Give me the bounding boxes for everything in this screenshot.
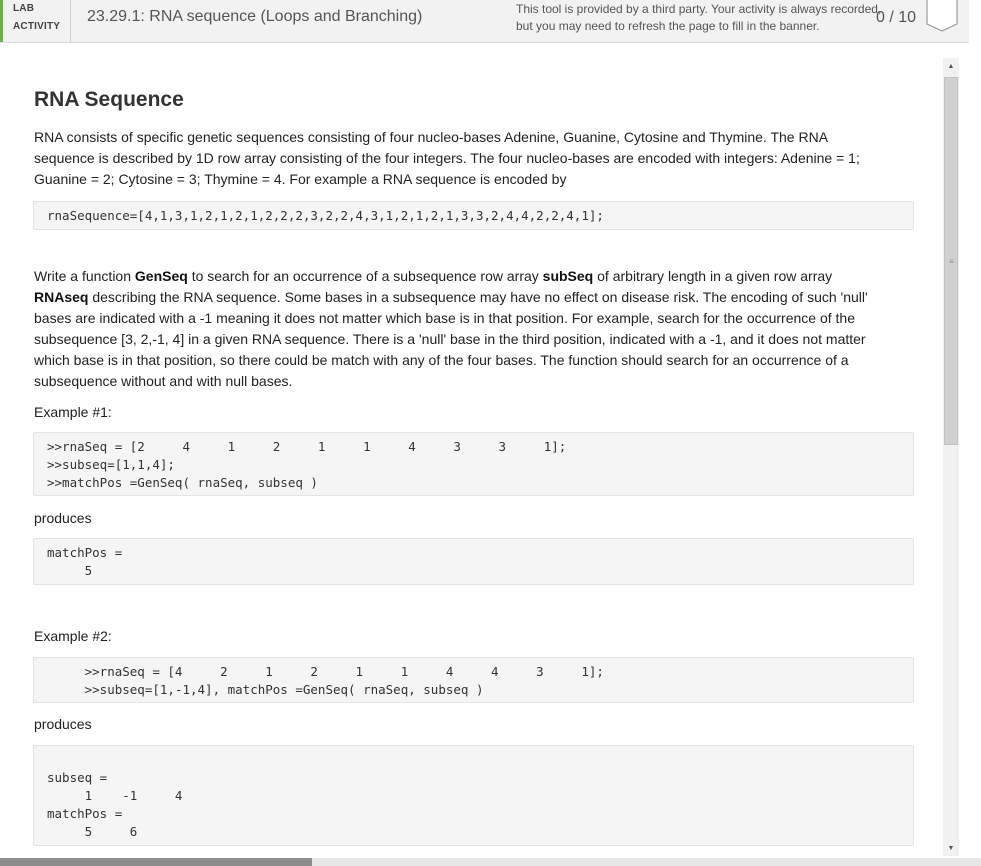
third-party-notice [516,1,881,35]
task-line-3: bases are indicated with a -1 meaning it does not matter which base is in that position. For example, search for the occurrence of the [34,310,855,326]
scrollbar-thumb[interactable] [944,77,958,445]
scroll-down-arrow-icon[interactable]: ▼ [947,844,955,852]
activity-label: ACTIVITY [13,21,61,32]
example-1-output-block [33,538,914,585]
intro-line-1: RNA consists of specific genetic sequences consisting of four nucleo-bases Adenine, Guanine, Cytosine and Thymine. The RNA [34,129,829,145]
third-party-line-2: but you may need to refresh the page to fill in the banner. [516,19,820,33]
example-2-output-line: 5 6 [47,824,138,839]
scroll-up-arrow-icon[interactable]: ▲ [947,62,955,70]
example-2-output-line: matchPos = [47,806,123,821]
genseq-function-name: GenSeq [134,268,188,284]
example-2-output-block [33,745,914,846]
score-display: 0 / 10 [876,9,917,26]
lab-title: 23.29.1: RNA sequence (Loops and Branching) [87,8,423,25]
example-2-output-line: 1 -1 4 [47,788,183,803]
rna-sequence-code: rnaSequence=[4,1,3,1,2,1,2,1,2,2,2,3,2,2,4,3,1,2,1,2,1,3,3,2,4,4,2,2,4,1]; [47,208,604,223]
example-1-label: Example #1: [34,404,112,420]
task-line-6: subsequence without and with null bases. [34,373,293,389]
example-2-output-line: subseq = [47,770,108,785]
task-line-5: which base is in that position, so there could be match with any of the four bases. The function should search for an occurrence of a [34,352,849,368]
task-text-3: of arbitrary length in a given row array [593,268,833,284]
third-party-line-1: This tool is provided by a third party. Your activity is always recorded, [516,2,882,16]
intro-paragraph [34,127,904,190]
example-1-output-line: 5 [47,563,93,578]
lab-content [0,43,943,859]
example-1-produces-label: produces [34,510,92,526]
score-badge-icon [926,0,958,32]
example-2-code-block [33,657,914,703]
task-line-4: subsequence [3, 2,-1, 4] in a given RNA sequence. There is a 'null' base in the third position, indicated with a -1, and it does not matter [34,331,866,347]
horizontal-scrollbar[interactable] [0,858,981,866]
vertical-scrollbar[interactable] [943,58,959,856]
lab-label: LAB [13,3,35,14]
rna-sequence-code-block [33,201,914,230]
page-title: RNA Sequence [34,88,184,111]
lab-activity-tag [0,0,71,42]
example-2-label: Example #2: [34,628,112,644]
horizontal-scrollbar-thumb[interactable] [0,858,312,866]
scrollbar-grip-icon: ≡ [949,256,953,266]
task-text-4: describing the RNA sequence. Some bases in a subsequence may have no effect on disease risk. The encoding of such 'null' [88,289,868,305]
task-text-1: Write a function [34,268,135,284]
example-1-code-block [33,432,914,496]
example-1-code-line: >>rnaSeq = [2 4 1 2 1 1 4 3 3 1]; [47,439,567,454]
example-1-output-line: matchPos = [47,545,123,560]
example-2-code-line: >>subseq=[1,-1,4], matchPos =GenSeq( rnaSeq, subseq ) [47,682,484,697]
intro-line-2: sequence is described by 1D row array consisting of the four integers. The four nucleo-bases are encoded with integers: Adenine = 1; [34,150,860,166]
task-paragraph [34,266,904,392]
intro-line-3: Guanine = 2; Cytosine = 3; Thymine = 4. For example a RNA sequence is encoded by [34,171,567,187]
example-1-code-line: >>subseq=[1,1,4]; [47,457,175,472]
task-text-2: to search for an occurrence of a subsequence row array [187,268,543,284]
subseq-name: subSeq [542,268,594,284]
example-1-code-line: >>matchPos =GenSeq( rnaSeq, subseq ) [47,475,318,490]
rnaseq-name: RNAseq [34,289,89,305]
example-2-code-line: >>rnaSeq = [4 2 1 2 1 1 4 4 3 1]; [47,664,604,679]
lab-header [0,0,969,43]
example-2-produces-label: produces [34,716,92,732]
